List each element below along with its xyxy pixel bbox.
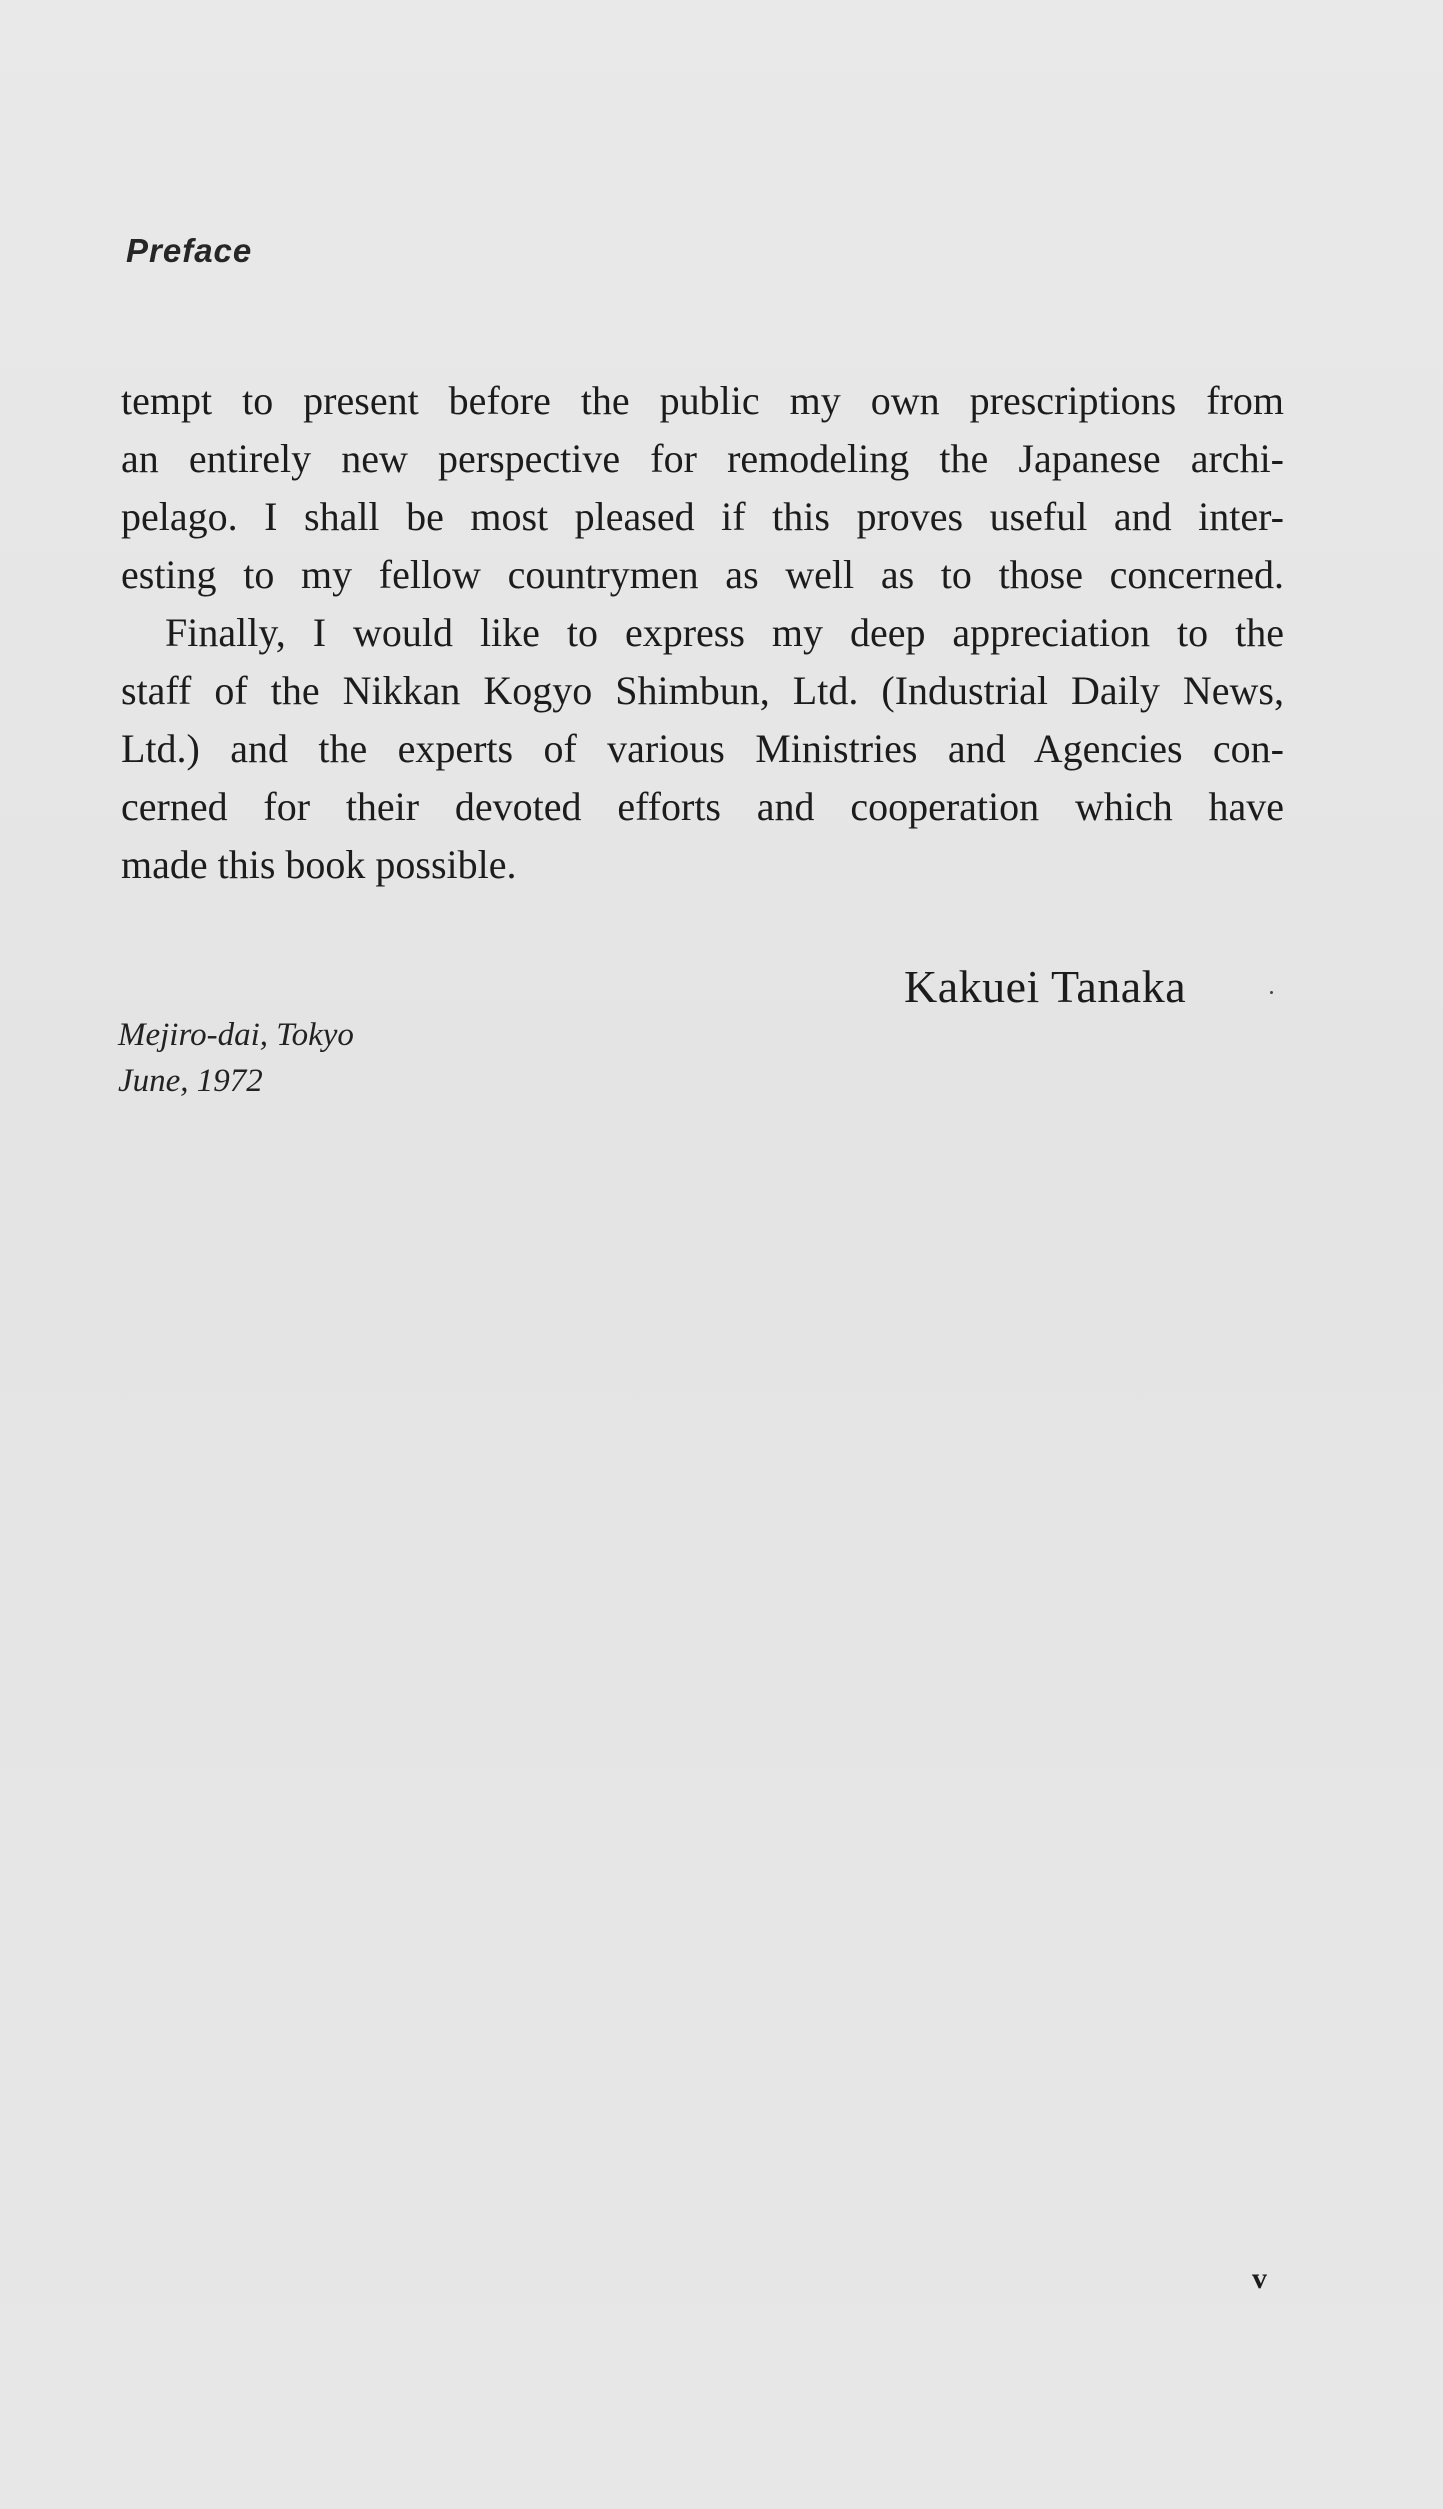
place-line: Mejiro-dai, Tokyo	[118, 1017, 354, 1053]
page-number: v	[1252, 2262, 1267, 2295]
text-line: pelago. I shall be most pleased if this proves useful and inter-	[121, 494, 1284, 539]
text-line: esting to my fellow countrymen as well as to those concerned.	[121, 552, 1284, 597]
paragraph-2	[121, 604, 1284, 894]
text-line: staff of the Nikkan Kogyo Shimbun, Ltd. (Industrial Daily News,	[121, 668, 1284, 713]
running-head: Preface	[126, 232, 253, 269]
text-line: an entirely new perspective for remodeling the Japanese archi-	[121, 436, 1284, 481]
text-line: Ltd.) and the experts of various Ministries and Agencies con-	[121, 726, 1284, 771]
text-line: tempt to present before the public my own prescriptions from	[121, 378, 1284, 423]
text-line: Finally, I would like to express my deep appreciation to the	[165, 610, 1284, 655]
stray-mark	[1270, 991, 1273, 994]
text-line: made this book possible.	[121, 842, 517, 887]
date-line: June, 1972	[118, 1063, 263, 1099]
author-signature: Kakuei Tanaka	[904, 961, 1187, 1012]
preface-body	[121, 372, 1284, 894]
paragraph-1	[121, 372, 1284, 604]
place-date-block	[118, 1012, 354, 1104]
text-line: cerned for their devoted efforts and cooperation which have	[121, 784, 1284, 829]
